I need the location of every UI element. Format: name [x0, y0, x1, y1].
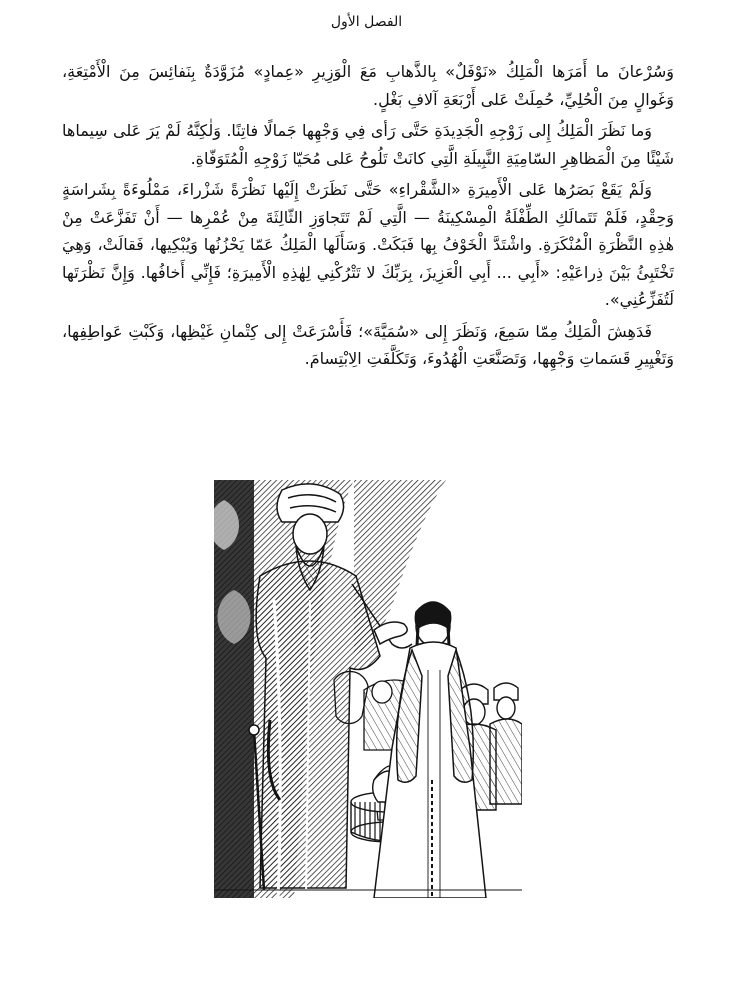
chapter-title: الفصل الأول — [330, 14, 403, 30]
paragraph-1: وَسُرْعانَ ما أَمَرَها الْمَلِكُ «نَوْفَلٌ» بِالذَّهابِ مَعَ الْوَزِيرِ «عِمادٍ» مُزَوَّدَةٌ بِنَفائِسَ مِنَ الْأَمْتِعَةِ، وَغَوالٍ مِنَ الْحُلِيِّ، حُمِلَتْ عَلى أَرْبَعَةِ آلافِ بَغْلٍ. — [62, 62, 674, 109]
illustration-king-and-princess — [214, 480, 522, 898]
paragraph-3: وَلَمْ يَقَعْ بَصَرُها عَلى الْأَمِيرَةِ «الشَّقْراءِ» حَتَّى نَظَرَتْ إِلَيْها نَظْرَةً شَزْراءَ، مَمْلُوءَةً بِشَراسَةٍ وَحِقْدٍ، فَلَمْ تَتَمالَكِ الطِّفْلَةُ الْمِسْكِينَةُ — الَّتِي لَمْ تَتَجاوَزِ الثّالِثَةَ مِنْ عُمْرِها — أَنْ تَفَزَّعَتْ مِنْ هٰذِهِ النَّظْرَةِ الْمُنْكَرَةِ. واشْتَدَّ الْخَوْفُ بِها فَبَكَتْ. وَسَأَلَها الْمَلِكُ عَمّا يَحْزُنُها وَيُبْكِيها، فَقالَتْ، وَهِيَ تَخْتَبِئُ بَيْنَ ذِراعَيْهِ: «أَبِي ... أَبِي الْعَزِيزَ، بِرَبِّكَ لا تَتْرُكْنِي لِهٰذِهِ الْأَمِيرَةِ؛ فَإِنِّي أَخافُها. وَإِنَّ نَظْرَتَها لَتُفَزِّعُنِي». — [62, 180, 674, 309]
body-text — [62, 58, 674, 377]
paragraph-2: وَما نَظَرَ الْمَلِكُ إِلى زَوْجِهِ الْجَدِيدَةِ حَتَّى رَأى فِي وَجْهِها جَمالًا فاتِنًا. وَلٰكِنَّهُ لَمْ يَرَ عَلى سِيماها شَيْئًا مِنَ الْمَظاهِرِ السّامِيَةِ النَّبِيلَةِ الَّتِي كانَتْ تَلُوحُ عَلى مُحَيّا زَوْجِهِ الْمُتَوَفّاةِ. — [62, 121, 674, 168]
paragraph-4: فَدَهِشَ الْمَلِكُ مِمّا سَمِعَ، وَنَظَرَ إِلى «سُمَيَّةَ»؛ فَأَسْرَعَتْ إِلى كِتْمانِ غَيْظِها، وَكَبْتِ عَواطِفِها، وَتَغْيِيرِ قَسَماتِ وَجْهِها، وَتَصَنَّعَتِ الْهُدُوءَ، وَتَكَلَّفَتِ الِابْتِسامَ. — [62, 321, 674, 368]
engraving-image — [214, 480, 522, 898]
